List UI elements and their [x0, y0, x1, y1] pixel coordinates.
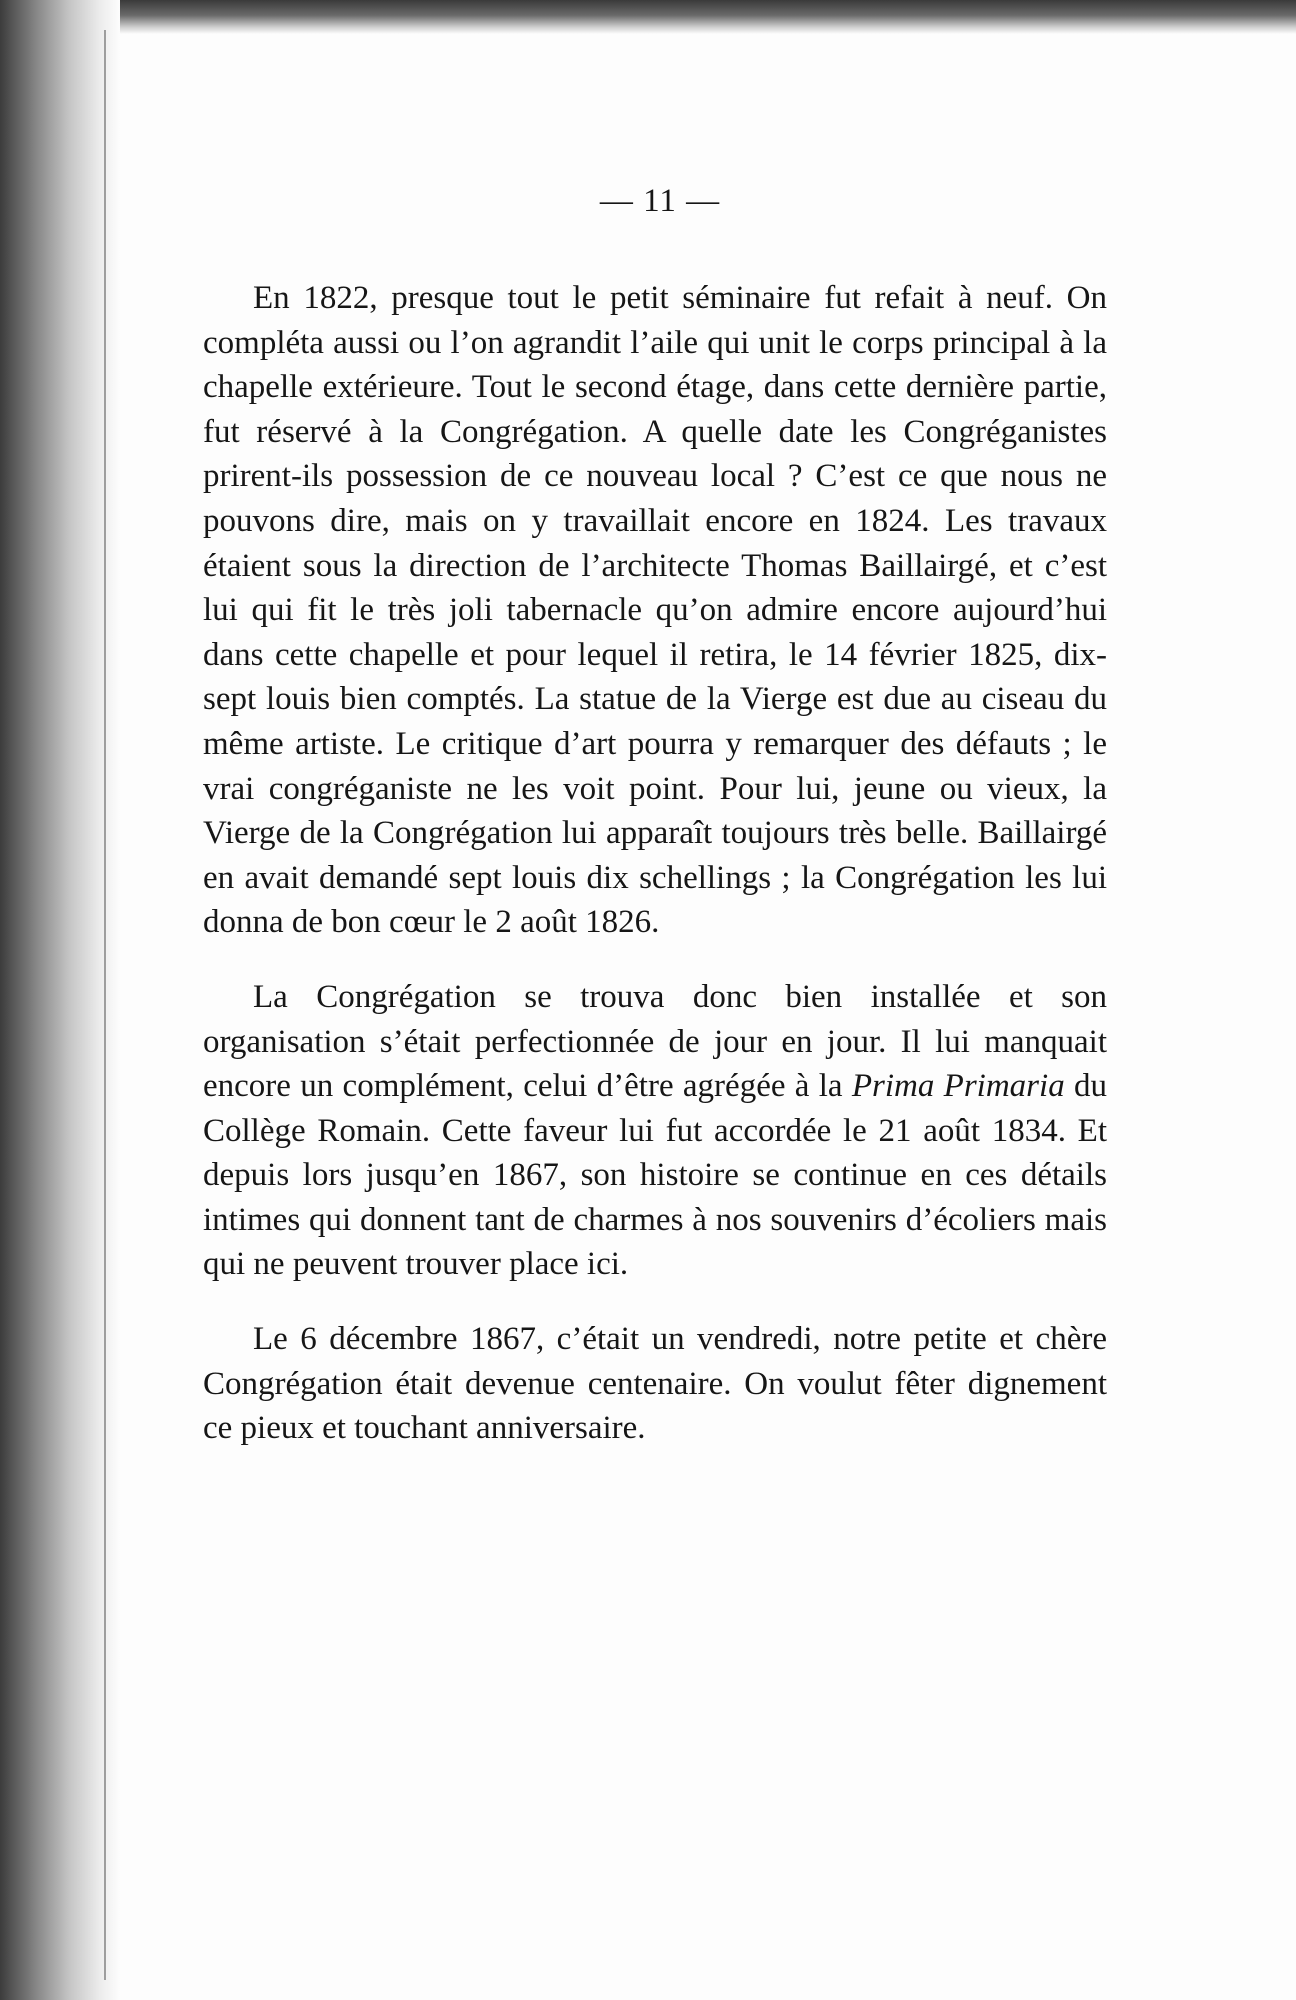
- paragraph-2-italic-title: Prima Primaria: [851, 1068, 1065, 1105]
- paragraph-3: Le 6 décembre 1867, c’était un vendredi, notre petite et chère Congrégation était devenue centenaire. On voulut fêter dignement ce pieux et touchant anniversaire.: [203, 1321, 1107, 1447]
- paragraph-2-part-2: du Collège Romain. Cette faveur lui fut accordée le 21 août 1834. Et depuis lors jusqu’en 1867, son histoire se continue en ces détails intimes qui donnent tant de charmes à nos souvenirs d’écoliers mais qui ne peuvent trouver place ici.: [203, 1068, 1108, 1283]
- page-body: [203, 276, 1107, 1451]
- paragraph-2: [203, 975, 1107, 1287]
- page-number: — 11 —: [599, 183, 721, 219]
- paragraph-1: En 1822, presque tout le petit séminaire fut refait à neuf. On compléta aussi ou l’on agrandit l’aile qui unit le corps principal à la chapelle extérieure. Tout le second étage, dans cette dernière partie, fut réservé à la Congrégation. A quelle date les Congréganistes prirent-ils possession de ce nouveau local ? C’est ce que nous ne pouvons dire, mais on y travaillait encore en 1824. Les travaux étaient sous la direction de l’architecte Thomas Baillairgé, et c’est lui qui fit le très joli tabernacle qu’on admire encore aujourd’hui dans cette chapelle et pour lequel il retira, le 14 février 1825, dix-sept louis bien comptés. La statue de la Vierge est due au ciseau du même artiste. Le critique d’art pourra y remarquer des défauts ; le vrai congréganiste ne les voit point. Pour lui, jeune ou vieux, la Vierge de la Congrégation lui apparaît toujours très belle. Baillairgé en avait demandé sept louis dix schellings ; la Congrégation les lui donna de bon cœur le 2 août 1826.: [203, 280, 1107, 941]
- paragraph-2-part-1: La Congrégation se trouva donc bien installée et son organisation s’était perfectionnée de jour en jour. Il lui manquait encore un complément, celui d’être agrégée à la: [203, 978, 1107, 1105]
